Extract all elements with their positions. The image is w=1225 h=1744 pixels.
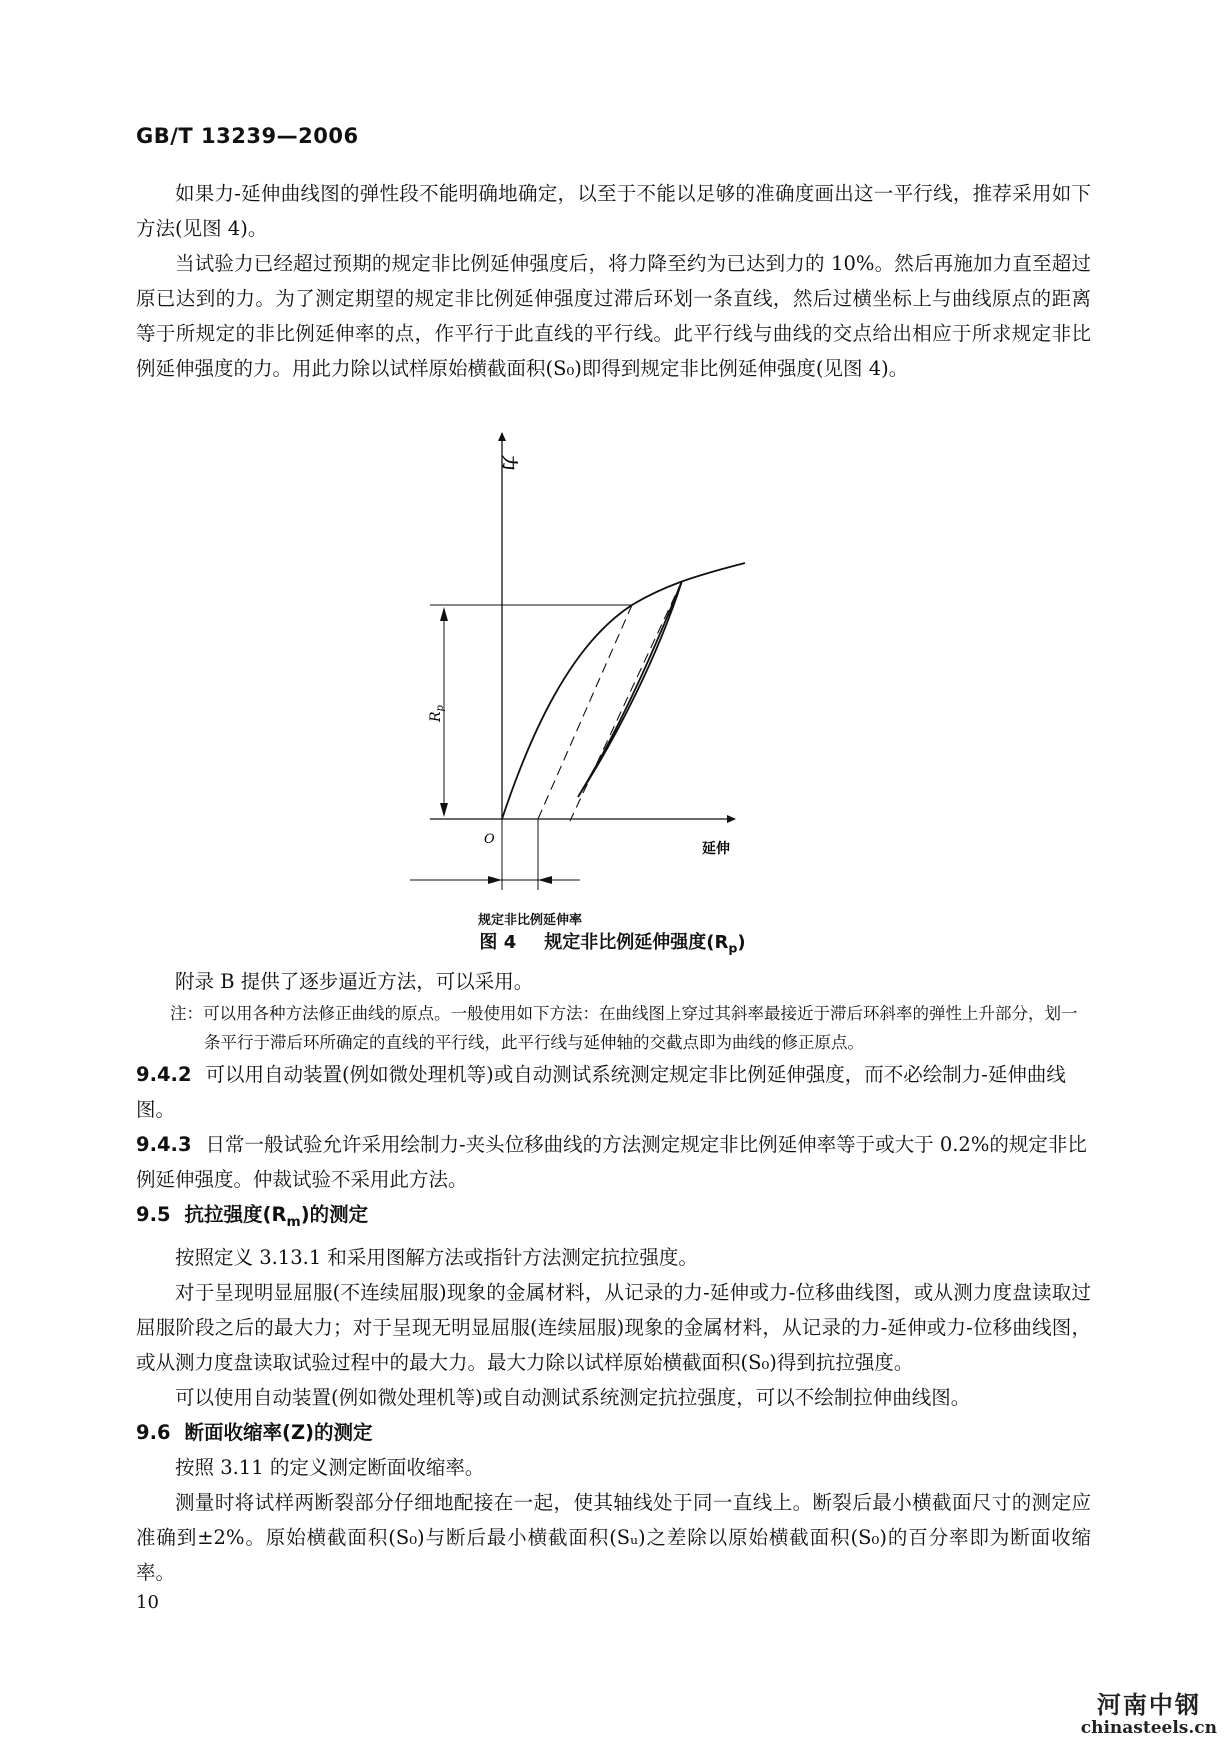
- hysteresis-dashed-line: [570, 581, 682, 821]
- section-9-6-paragraph-2: 测量时将试样两断裂部分仔细地配接在一起，使其轴线处于同一直线上。断裂后最小横截面尺寸的测定应准确到±2%。原始横截面积(S₀)与断后最小横截面积(Sᵤ)之差除以原始横截面积(S₀)的百分率即为断面收缩率。: [136, 1490, 1091, 1584]
- caption-sub: p: [728, 940, 738, 956]
- x-axis-label: 延伸: [702, 841, 730, 857]
- caption-title: 规定非比例延伸强度(R: [544, 932, 729, 953]
- figure-caption: 图 4 规定非比例延伸强度$(R_p)$: [479, 932, 746, 956]
- section-9-5-paragraph-1: 按照定义 3.13.1 和采用图解方法或指针方法测定抗拉强度。: [175, 1245, 698, 1269]
- force-extension-diagram: [400, 425, 820, 895]
- section-9-5-paragraph-3: 可以使用自动装置(例如微处理机等)或自动测试系统测定抗拉强度，可以不绘制拉伸曲线图。: [175, 1385, 971, 1409]
- top-text-block: [136, 176, 1091, 386]
- figure-4: [400, 425, 820, 928]
- bottom-text-block: [136, 964, 1091, 1590]
- y-axis-label: 力: [500, 455, 519, 472]
- section-9-6-paragraph-1: 按照 3.11 的定义测定断面收缩率。: [175, 1455, 485, 1479]
- section-9-5-paragraph-2: 对于呈现明显屈服(不连续屈服)现象的金属材料，从记录的力-延伸或力-位移曲线图，或从测力度盘读取过屈服阶段之后的最大力；对于呈现无明显屈服(连续屈服)现象的金属材料，从记录的力-延伸或力-位移曲线图，或从测力度盘读取试验过程中的最大力。最大力除以试样原始横截面积(S₀)得到抗拉强度。: [136, 1280, 1091, 1374]
- force-extension-curve: [502, 563, 745, 819]
- appendix-b-paragraph: 附录 B 提供了逐步逼近方法，可以采用。: [175, 970, 534, 993]
- section-9-6-heading: 9.6 断面收缩率(Z)的测定: [136, 1420, 373, 1444]
- offset-label: 规定非比例延伸率: [478, 913, 583, 928]
- standard-code-header: GB/T 13239—2006: [136, 124, 359, 148]
- paragraph-2: 当试验力已经超过预期的规定非比例延伸强度后，将力降至约为已达到力的 10%。然后再施加力直至超过原已达到的力。为了测定期望的规定非比例延伸强度过滞后环划一条直线，然后过横坐标上与曲线原点的距离等于所规定的非比例延伸率的点，作平行于此直线的平行线。此平行线与曲线的交点给出相应于所求规定非比例延伸强度的力。用此力除以试样原始横截面积(S₀)即得到规定非比例延伸强度(见图 4)。: [136, 252, 1091, 380]
- note-paragraph: 注：可以用各种方法修正曲线的原点。一般使用如下方法：在曲线图上穿过其斜率最接近于滞后环斜率的弹性上升部分，划一条平行于滞后环所确定的直线的平行线，此平行线与延伸轴的交截点即为曲线的修正原点。: [170, 1004, 1078, 1052]
- paragraph-1: 如果力-延伸曲线图的弹性段不能明确地确定，以至于不能以足够的准确度画出这一平行线，推荐采用如下方法(见图 4)。: [136, 182, 1091, 240]
- watermark-url: chinasteels.cn: [1080, 1718, 1217, 1738]
- section-9-4-3: 9.4.3 日常一般试验允许采用绘制力-夹头位移曲线的方法测定规定非比例延伸率等于或大于 0.2%的规定非比例延伸强度。仲裁试验不采用此方法。: [136, 1133, 1087, 1191]
- caption-number: 图 4: [479, 932, 517, 953]
- watermark: [1081, 1692, 1217, 1738]
- rp-label: $R_p$: [428, 705, 446, 722]
- section-9-5-heading: 9.5 抗拉强度$(R_m)$的测定: [136, 1203, 369, 1230]
- page-number: 10: [136, 1592, 159, 1613]
- watermark-logo: 河南中钢: [1096, 1691, 1201, 1719]
- section-9-4-2: 9.4.2 可以用自动装置(例如微处理机等)或自动测试系统测定规定非比例延伸强度，而不必绘制力-延伸曲线图。: [136, 1063, 1066, 1121]
- origin-label: O: [484, 832, 495, 847]
